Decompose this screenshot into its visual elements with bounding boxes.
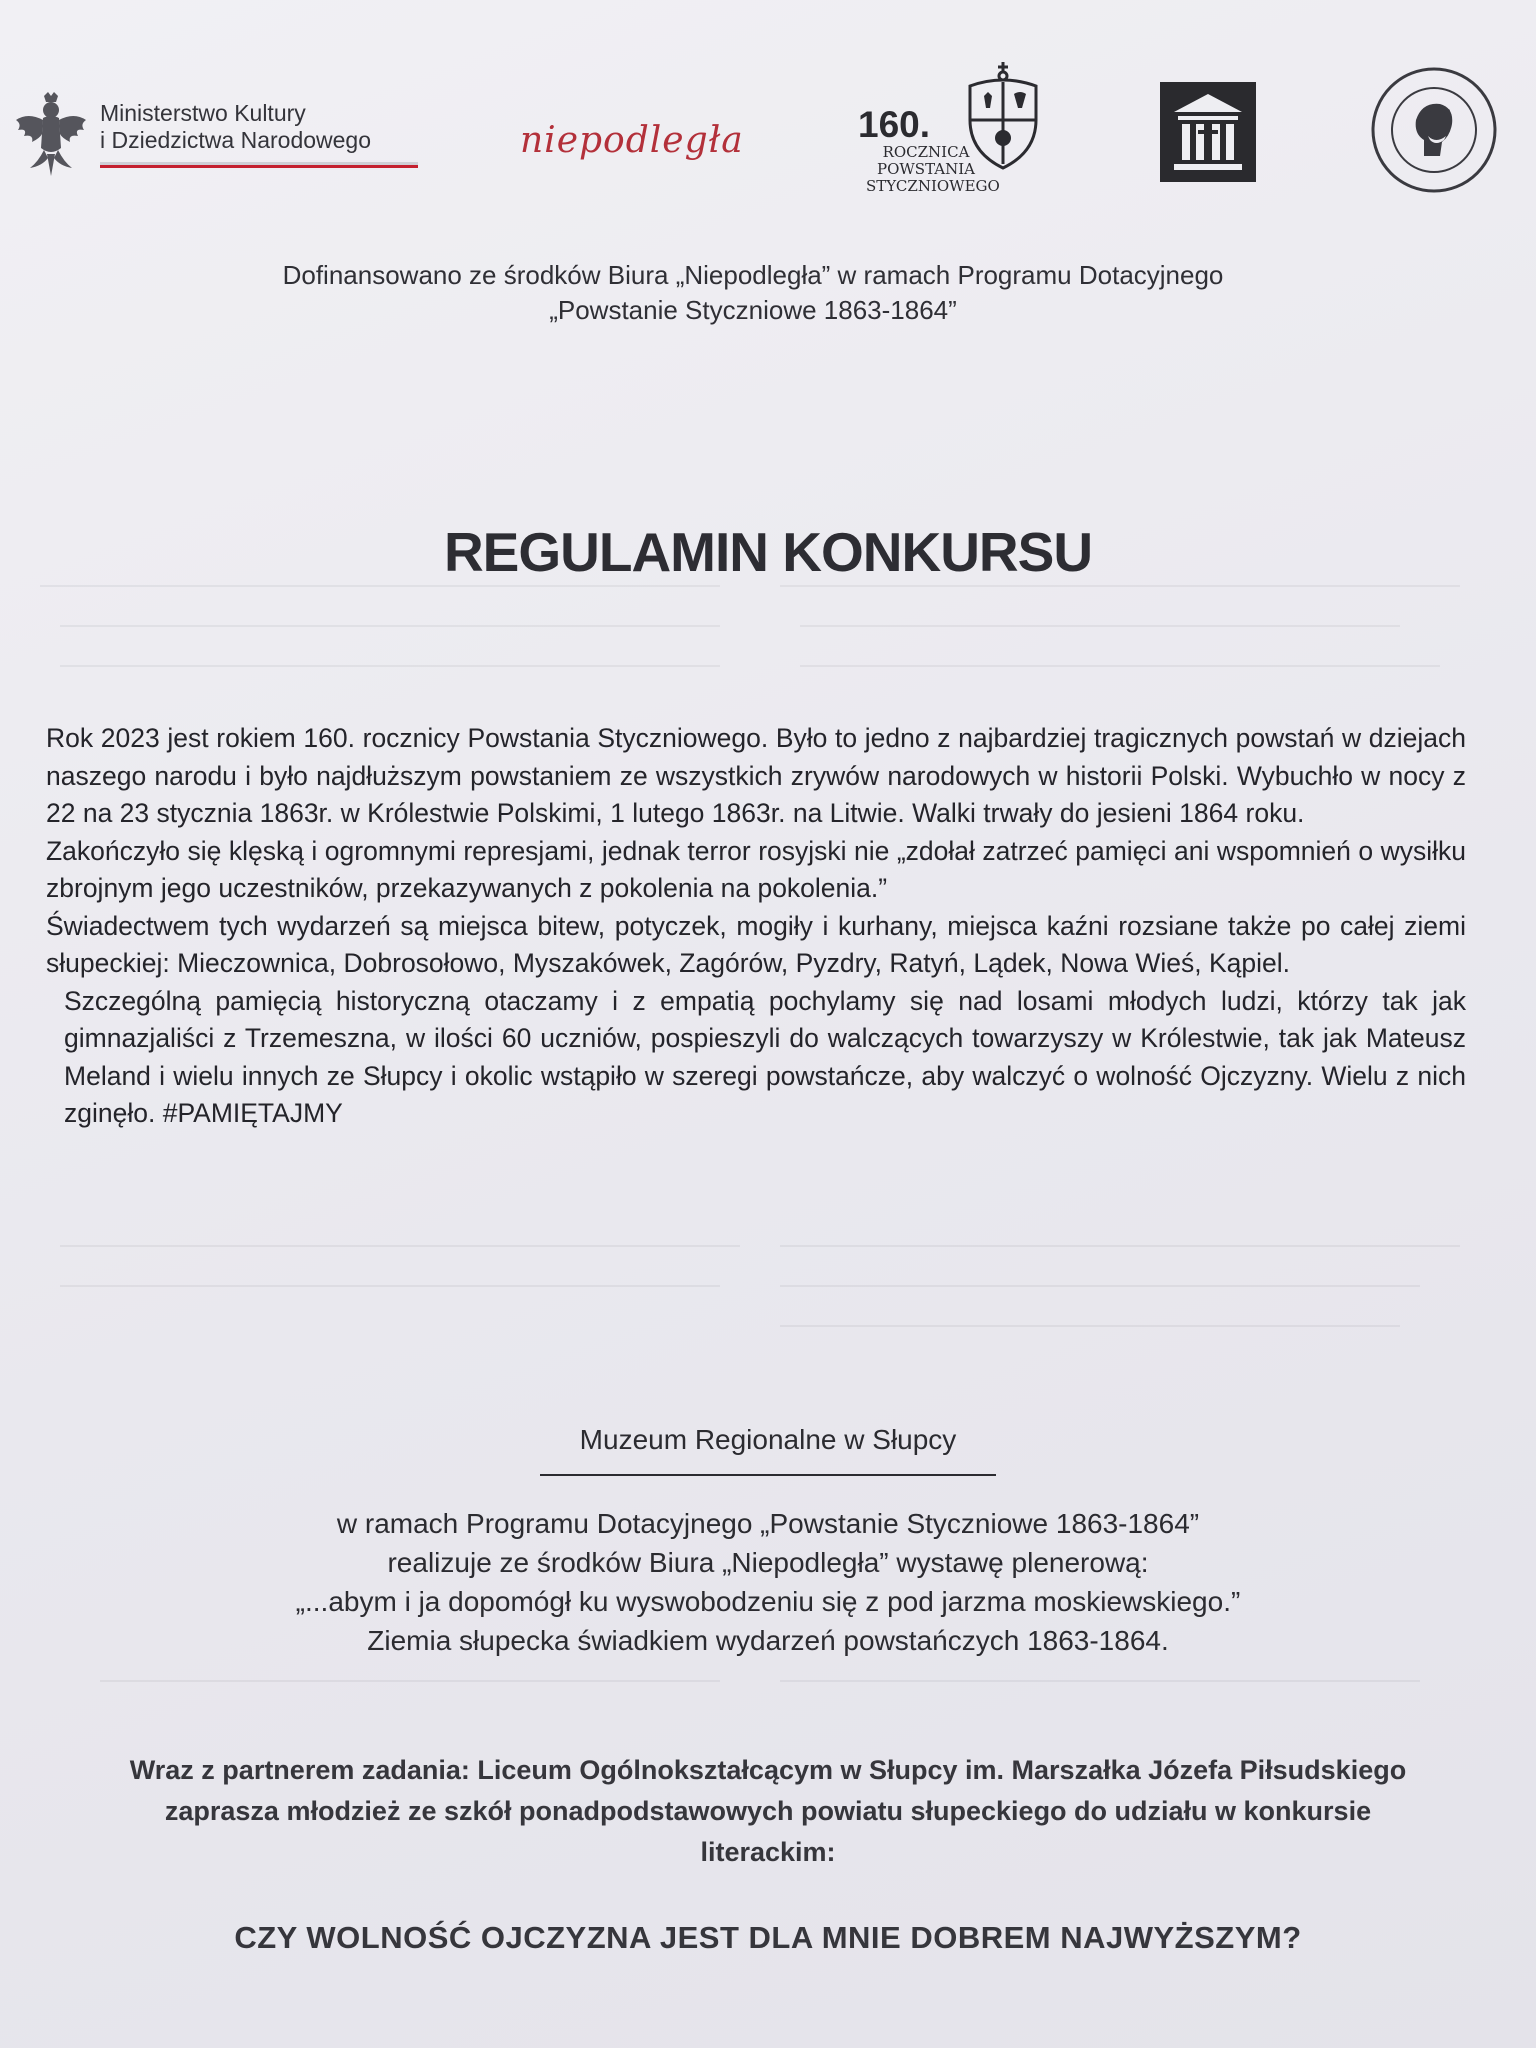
ministry-name: Ministerstwo Kultury i Dziedzictwa Narodowego	[100, 100, 372, 153]
rocznica-logo	[858, 60, 1058, 210]
rocznica-words: ROCZNICA POWSTANIA STYCZNIOWEGO	[866, 143, 1000, 195]
school-seal-icon	[1370, 66, 1498, 194]
contest-question: CZY WOLNOŚĆ OJCZYZNA JEST DLA MNIE DOBREM NAJWYŻSZYM?	[234, 1920, 1302, 1955]
museum-underline	[540, 1474, 996, 1476]
funding-line-2: „Powstanie Styczniowe 1863-1864”	[549, 295, 957, 325]
partner-invitation: Wraz z partnerem zadania: Liceum Ogólnokształcącym w Słupcy im. Marszałka Józefa Piłsudskiego zaprasza młodzież ze szkół ponadpodstawowych powiatu słupeckiego do udziału w konkursie literackim:	[129, 1755, 1407, 1867]
program-line-3: „...abym i ja dopomógł ku wyswobodzeniu się z pod jarzma moskiewskiego.”	[295, 1586, 1241, 1617]
funding-line-1: Dofinansowano ze środków Biura „Niepodległa” w ramach Programu Dotacyjnego	[282, 260, 1224, 290]
niepodlegla-logo: niepodległa	[520, 120, 744, 161]
intro-body	[46, 720, 1466, 1133]
body-paragraph-3: Świadectwem tych wydarzeń są miejsca bitew, potyczek, mogiły i kurhany, miejsca kaźni rozsiane także po całej ziemi słupeckiej: Mieczownica, Dobrosołowo, Myszakówek, Zagórów, Pyzdry, Ratyń, Lądek, Nowa Wieś, Kąpiel.	[46, 910, 1466, 978]
crest-icon	[962, 60, 1044, 172]
body-paragraph-2: Zakończyło się klęską i ogromnymi represjami, jednak terror rosyjski nie „zdołał zatrzeć pamięci ani wspomnień o wysiłku zbrojnym jego uczestników, przekazywanych z pokolenia na pokolenia.”	[46, 835, 1466, 903]
program-description	[100, 1504, 1436, 1660]
polish-eagle-icon	[14, 90, 88, 178]
program-line-4: Ziemia słupecka świadkiem wydarzeń powstańczych 1863-1864.	[367, 1625, 1169, 1656]
funding-note	[100, 258, 1406, 328]
program-line-1: w ramach Programu Dotacyjnego „Powstanie Styczniowe 1863-1864”	[336, 1508, 1200, 1539]
program-line-2: realizuje ze środków Biura „Niepodległa” wystawę plenerową:	[387, 1547, 1149, 1578]
ministry-logo	[14, 90, 414, 210]
page-title: REGULAMIN KONKURSU	[443, 521, 1093, 583]
body-paragraph-1: Rok 2023 jest rokiem 160. rocznicy Powstania Styczniowego. Było to jedno z najbardziej tragicznych powstań w dziejach naszego narodu i było najdłuższym powstaniem ze wszystkich zrywów narodowych w historii Polski. Wybuchło w nocy z 22 na 23 stycznia 1863r. w Królestwie Polskimi, 1 lutego 1863r. na Litwie. Walki trwały do jesieni 1864 roku.	[46, 723, 1466, 828]
body-paragraph-4: Szczególną pamięcią historyczną otaczamy i z empatią pochylamy się nad losami młodych ludzi, którzy tak jak gimnazjaliści z Trzemeszna, w ilości 60 uczniów, pospieszyli do walczących towarzyszy w Królestwie, tak jak Mateusz Meland i wielu innych ze Słupcy i okolic wstąpiło w szeregi powstańcze, aby walczyć o wolność Ojczyzny. Wielu z nich zginęło. #PAMIĘTAJMY	[64, 985, 1466, 1128]
logo-row	[0, 60, 1536, 210]
rocznica-number: 160.	[858, 104, 931, 145]
flag-stripe	[100, 162, 418, 168]
museum-logo-icon	[1160, 82, 1256, 182]
museum-name: Muzeum Regionalne w Słupcy	[579, 1424, 957, 1455]
